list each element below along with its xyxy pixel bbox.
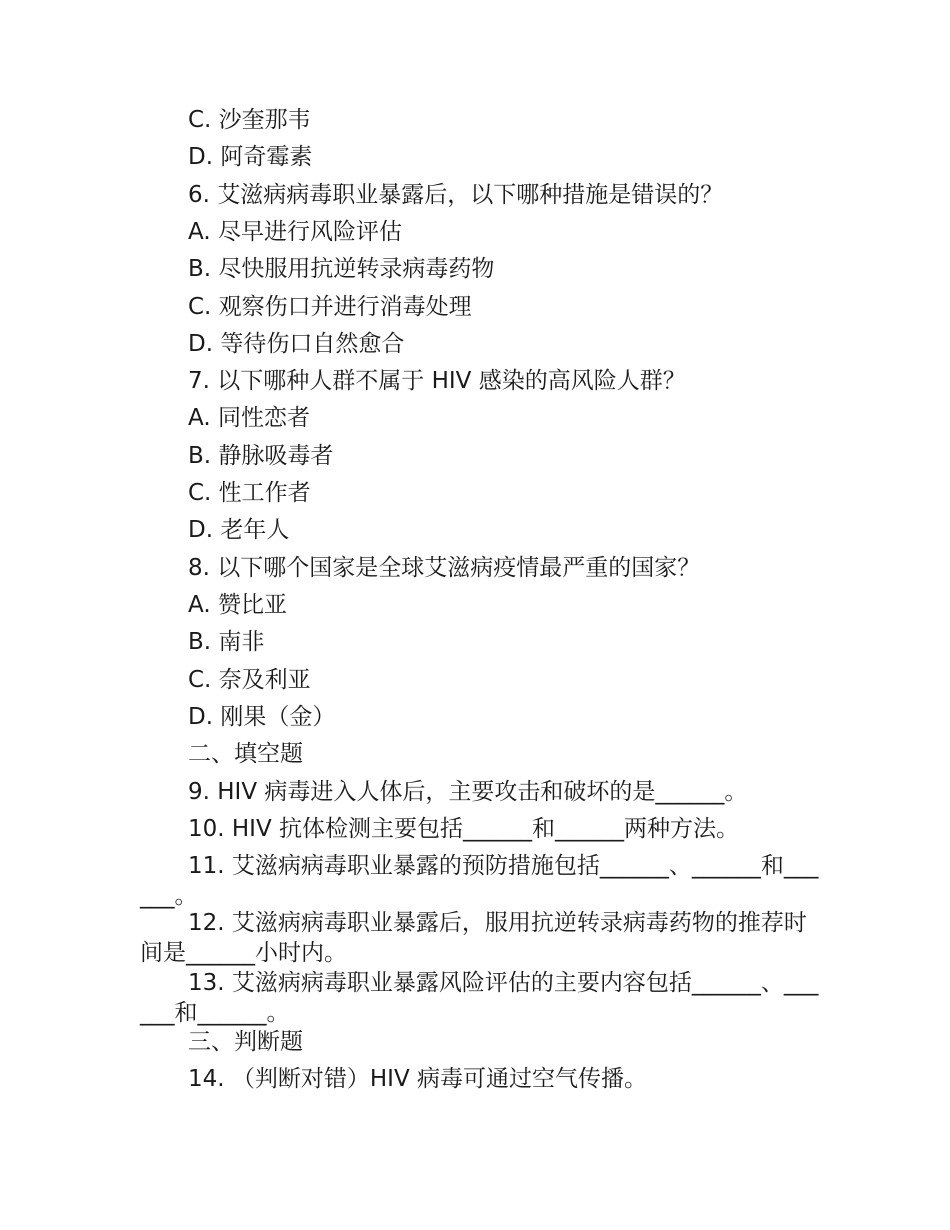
option-5c: C. 沙奎那韦 (188, 107, 311, 133)
option-7a: A. 同性恋者 (188, 405, 310, 431)
option-8d: D. 刚果（金） (188, 704, 336, 730)
option-6b: B. 尽快服用抗逆转录病毒药物 (188, 256, 495, 282)
question-10: 10. HIV 抗体检测主要包括______和______两种方法。 (188, 816, 740, 842)
question-8: 8. 以下哪个国家是全球艾滋病疫情最严重的国家？ (188, 555, 701, 581)
question-13: 13. 艾滋病病毒职业暴露风险评估的主要内容包括______、______和______。 (140, 970, 819, 1026)
option-7c: C. 性工作者 (188, 480, 311, 506)
option-5d: D. 阿奇霉素 (188, 144, 313, 170)
option-6d: D. 等待伤口自然愈合 (188, 331, 405, 357)
option-7d: D. 老年人 (188, 517, 290, 543)
question-12: 12. 艾滋病病毒职业暴露后，服用抗逆转录病毒药物的推荐时间是______小时内。 (140, 910, 807, 966)
section-fill-in-heading: 二、填空题 (188, 741, 303, 767)
question-7: 7. 以下哪种人群不属于 HIV 感染的高风险人群？ (188, 368, 686, 394)
option-8c: C. 奈及利亚 (188, 667, 311, 693)
option-7b: B. 静脉吸毒者 (188, 443, 334, 469)
option-6a: A. 尽早进行风险评估 (188, 219, 402, 245)
option-8b: B. 南非 (188, 629, 265, 655)
question-14: 14. （判断对错）HIV 病毒可通过空气传播。 (188, 1066, 648, 1092)
option-8a: A. 赞比亚 (188, 592, 287, 618)
question-11: 11. 艾滋病病毒职业暴露的预防措施包括______、______和______。 (140, 853, 819, 909)
option-6c: C. 观察伤口并进行消毒处理 (188, 294, 472, 320)
section-true-false-heading: 三、判断题 (188, 1029, 303, 1055)
question-9: 9. HIV 病毒进入人体后，主要攻击和破坏的是______。 (188, 779, 748, 805)
question-6: 6. 艾滋病病毒职业暴露后，以下哪种措施是错误的？ (188, 182, 724, 208)
